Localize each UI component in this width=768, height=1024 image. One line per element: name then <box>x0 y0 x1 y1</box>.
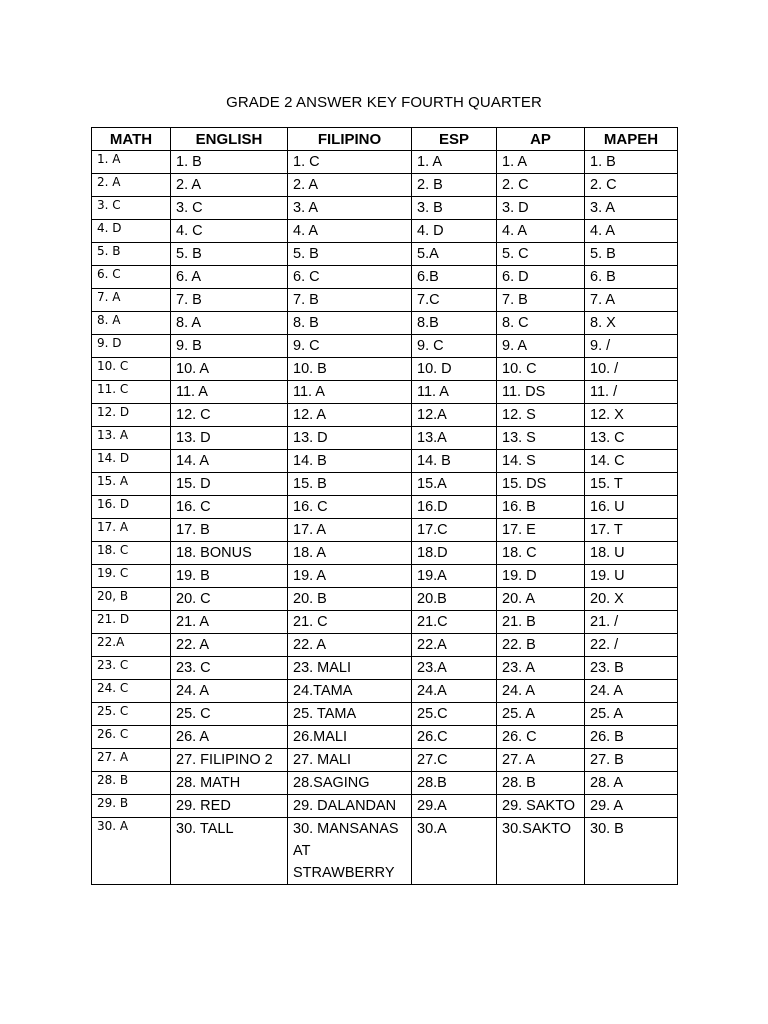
answer-cell-esp: 1. A <box>412 151 497 174</box>
table-row <box>92 381 678 404</box>
table-row <box>92 289 678 312</box>
header-filipino: FILIPINO <box>288 128 412 151</box>
table-row <box>92 473 678 496</box>
table-row <box>92 450 678 473</box>
answer-cell-ap: 24. A <box>497 680 585 703</box>
answer-cell-esp: 2. B <box>412 174 497 197</box>
answer-cell-esp: 16.D <box>412 496 497 519</box>
table-row <box>92 404 678 427</box>
answer-cell-math: 18. C <box>92 542 171 565</box>
answer-cell-esp: 6.B <box>412 266 497 289</box>
answer-cell-ap: 26. C <box>497 726 585 749</box>
answer-cell-esp: 22.A <box>412 634 497 657</box>
answer-cell-math: 14. D <box>92 450 171 473</box>
answer-cell-math: 30. A <box>92 818 171 885</box>
header-mapeh: MAPEH <box>585 128 678 151</box>
table-row <box>92 358 678 381</box>
answer-cell-mapeh: 17. T <box>585 519 678 542</box>
table-row <box>92 588 678 611</box>
answer-cell-english: 19. B <box>171 565 288 588</box>
answer-cell-math: 29. B <box>92 795 171 818</box>
answer-cell-english: 8. A <box>171 312 288 335</box>
answer-cell-mapeh: 19. U <box>585 565 678 588</box>
answer-cell-filipino: 3. A <box>288 197 412 220</box>
answer-cell-english: 4. C <box>171 220 288 243</box>
answer-cell-filipino: 12. A <box>288 404 412 427</box>
answer-cell-mapeh: 3. A <box>585 197 678 220</box>
table-row <box>92 703 678 726</box>
answer-cell-ap: 6. D <box>497 266 585 289</box>
answer-cell-math: 9. D <box>92 335 171 358</box>
answer-cell-esp: 23.A <box>412 657 497 680</box>
answer-cell-ap: 11. DS <box>497 381 585 404</box>
answer-cell-filipino: 17. A <box>288 519 412 542</box>
answer-cell-esp: 21.C <box>412 611 497 634</box>
answer-cell-esp: 5.A <box>412 243 497 266</box>
answer-cell-math: 1. A <box>92 151 171 174</box>
answer-cell-ap: 7. B <box>497 289 585 312</box>
table-row <box>92 243 678 266</box>
answer-cell-math: 13. A <box>92 427 171 450</box>
answer-cell-filipino: 9. C <box>288 335 412 358</box>
answer-cell-english: 16. C <box>171 496 288 519</box>
answer-cell-filipino: 11. A <box>288 381 412 404</box>
answer-cell-ap: 19. D <box>497 565 585 588</box>
answer-cell-esp: 18.D <box>412 542 497 565</box>
table-row <box>92 634 678 657</box>
answer-cell-ap: 20. A <box>497 588 585 611</box>
answer-cell-ap: 3. D <box>497 197 585 220</box>
answer-cell-ap: 8. C <box>497 312 585 335</box>
answer-cell-english: 7. B <box>171 289 288 312</box>
answer-cell-filipino: 30. MANSANAS AT STRAWBERRY <box>288 818 412 885</box>
answer-cell-filipino: 1. C <box>288 151 412 174</box>
answer-cell-ap: 22. B <box>497 634 585 657</box>
answer-cell-english: 1. B <box>171 151 288 174</box>
answer-cell-esp: 27.C <box>412 749 497 772</box>
table-row <box>92 496 678 519</box>
answer-cell-mapeh: 24. A <box>585 680 678 703</box>
answer-cell-mapeh: 15. T <box>585 473 678 496</box>
answer-cell-ap: 12. S <box>497 404 585 427</box>
answer-cell-ap: 9. A <box>497 335 585 358</box>
answer-cell-filipino: 22. A <box>288 634 412 657</box>
table-row <box>92 519 678 542</box>
answer-cell-ap: 2. C <box>497 174 585 197</box>
answer-cell-filipino: 15. B <box>288 473 412 496</box>
answer-cell-filipino: 18. A <box>288 542 412 565</box>
answer-cell-mapeh: 2. C <box>585 174 678 197</box>
answer-cell-ap: 23. A <box>497 657 585 680</box>
answer-cell-filipino: 29. DALANDAN <box>288 795 412 818</box>
answer-cell-esp: 7.C <box>412 289 497 312</box>
answer-cell-english: 30. TALL <box>171 818 288 885</box>
answer-cell-ap: 28. B <box>497 772 585 795</box>
answer-cell-filipino: 26.MALI <box>288 726 412 749</box>
answer-cell-filipino: 21. C <box>288 611 412 634</box>
table-row <box>92 565 678 588</box>
answer-cell-math: 24. C <box>92 680 171 703</box>
answer-cell-english: 25. C <box>171 703 288 726</box>
table-row <box>92 266 678 289</box>
table-row <box>92 611 678 634</box>
answer-cell-filipino: 25. TAMA <box>288 703 412 726</box>
answer-cell-ap: 21. B <box>497 611 585 634</box>
answer-cell-esp: 15.A <box>412 473 497 496</box>
table-row <box>92 749 678 772</box>
answer-cell-esp: 19.A <box>412 565 497 588</box>
answer-cell-filipino: 7. B <box>288 289 412 312</box>
answer-cell-english: 13. D <box>171 427 288 450</box>
answer-cell-mapeh: 28. A <box>585 772 678 795</box>
table-row <box>92 220 678 243</box>
answer-cell-math: 17. A <box>92 519 171 542</box>
answer-cell-filipino: 10. B <box>288 358 412 381</box>
answer-cell-esp: 26.C <box>412 726 497 749</box>
answer-cell-english: 21. A <box>171 611 288 634</box>
header-esp: ESP <box>412 128 497 151</box>
answer-cell-mapeh: 18. U <box>585 542 678 565</box>
answer-cell-math: 25. C <box>92 703 171 726</box>
answer-key-table <box>91 127 678 885</box>
answer-cell-mapeh: 14. C <box>585 450 678 473</box>
answer-cell-ap: 29. SAKTO <box>497 795 585 818</box>
answer-cell-mapeh: 21. / <box>585 611 678 634</box>
answer-cell-math: 22.A <box>92 634 171 657</box>
answer-cell-english: 6. A <box>171 266 288 289</box>
answer-cell-esp: 10. D <box>412 358 497 381</box>
answer-cell-esp: 25.C <box>412 703 497 726</box>
answer-cell-ap: 15. DS <box>497 473 585 496</box>
answer-cell-esp: 8.B <box>412 312 497 335</box>
table-row <box>92 312 678 335</box>
answer-cell-filipino: 16. C <box>288 496 412 519</box>
answer-cell-math: 12. D <box>92 404 171 427</box>
answer-cell-english: 11. A <box>171 381 288 404</box>
answer-cell-esp: 9. C <box>412 335 497 358</box>
table-row <box>92 795 678 818</box>
answer-cell-ap: 13. S <box>497 427 585 450</box>
answer-cell-math: 15. A <box>92 473 171 496</box>
table-row <box>92 542 678 565</box>
answer-cell-esp: 29.A <box>412 795 497 818</box>
answer-cell-esp: 13.A <box>412 427 497 450</box>
header-english: ENGLISH <box>171 128 288 151</box>
answer-cell-esp: 17.C <box>412 519 497 542</box>
answer-cell-esp: 14. B <box>412 450 497 473</box>
answer-cell-english: 24. A <box>171 680 288 703</box>
answer-cell-mapeh: 12. X <box>585 404 678 427</box>
answer-cell-english: 15. D <box>171 473 288 496</box>
table-row <box>92 680 678 703</box>
page-title: GRADE 2 ANSWER KEY FOURTH QUARTER <box>226 94 542 111</box>
answer-cell-mapeh: 23. B <box>585 657 678 680</box>
table-row <box>92 197 678 220</box>
answer-cell-filipino: 24.TAMA <box>288 680 412 703</box>
answer-cell-math: 27. A <box>92 749 171 772</box>
answer-cell-english: 26. A <box>171 726 288 749</box>
answer-cell-ap: 10. C <box>497 358 585 381</box>
answer-cell-esp: 28.B <box>412 772 497 795</box>
answer-cell-mapeh: 5. B <box>585 243 678 266</box>
answer-cell-esp: 20.B <box>412 588 497 611</box>
answer-cell-esp: 11. A <box>412 381 497 404</box>
answer-cell-mapeh: 27. B <box>585 749 678 772</box>
answer-cell-mapeh: 8. X <box>585 312 678 335</box>
answer-cell-mapeh: 30. B <box>585 818 678 885</box>
answer-cell-mapeh: 20. X <box>585 588 678 611</box>
answer-cell-mapeh: 16. U <box>585 496 678 519</box>
answer-cell-english: 12. C <box>171 404 288 427</box>
answer-cell-filipino: 2. A <box>288 174 412 197</box>
answer-cell-mapeh: 4. A <box>585 220 678 243</box>
answer-cell-math: 2. A <box>92 174 171 197</box>
answer-cell-math: 21. D <box>92 611 171 634</box>
answer-cell-ap: 5. C <box>497 243 585 266</box>
table-row <box>92 151 678 174</box>
answer-cell-ap: 1. A <box>497 151 585 174</box>
answer-cell-mapeh: 29. A <box>585 795 678 818</box>
answer-cell-filipino: 13. D <box>288 427 412 450</box>
answer-cell-mapeh: 9. / <box>585 335 678 358</box>
answer-cell-ap: 25. A <box>497 703 585 726</box>
table-row <box>92 174 678 197</box>
answer-cell-mapeh: 10. / <box>585 358 678 381</box>
answer-cell-filipino: 27. MALI <box>288 749 412 772</box>
answer-cell-english: 20. C <box>171 588 288 611</box>
answer-cell-filipino: 28.SAGING <box>288 772 412 795</box>
table-row <box>92 726 678 749</box>
header-math: MATH <box>92 128 171 151</box>
table-row <box>92 335 678 358</box>
answer-cell-english: 9. B <box>171 335 288 358</box>
answer-cell-english: 17. B <box>171 519 288 542</box>
answer-cell-math: 28. B <box>92 772 171 795</box>
table-row <box>92 818 678 885</box>
answer-cell-math: 6. C <box>92 266 171 289</box>
answer-cell-english: 29. RED <box>171 795 288 818</box>
answer-cell-esp: 30.A <box>412 818 497 885</box>
answer-cell-filipino: 19. A <box>288 565 412 588</box>
answer-cell-mapeh: 13. C <box>585 427 678 450</box>
answer-cell-english: 18. BONUS <box>171 542 288 565</box>
answer-cell-math: 16. D <box>92 496 171 519</box>
answer-cell-mapeh: 6. B <box>585 266 678 289</box>
answer-cell-math: 20, B <box>92 588 171 611</box>
answer-cell-esp: 3. B <box>412 197 497 220</box>
answer-cell-math: 19. C <box>92 565 171 588</box>
answer-cell-english: 28. MATH <box>171 772 288 795</box>
answer-rows <box>92 151 678 885</box>
answer-cell-math: 23. C <box>92 657 171 680</box>
answer-cell-mapeh: 1. B <box>585 151 678 174</box>
answer-cell-math: 3. C <box>92 197 171 220</box>
answer-cell-mapeh: 25. A <box>585 703 678 726</box>
answer-cell-esp: 12.A <box>412 404 497 427</box>
answer-cell-ap: 16. B <box>497 496 585 519</box>
answer-cell-english: 22. A <box>171 634 288 657</box>
answer-cell-mapeh: 22. / <box>585 634 678 657</box>
answer-cell-esp: 24.A <box>412 680 497 703</box>
answer-cell-mapeh: 26. B <box>585 726 678 749</box>
answer-cell-filipino: 6. C <box>288 266 412 289</box>
table-row <box>92 657 678 680</box>
answer-cell-ap: 30.SAKTO <box>497 818 585 885</box>
table-row <box>92 772 678 795</box>
answer-cell-ap: 17. E <box>497 519 585 542</box>
answer-cell-filipino: 4. A <box>288 220 412 243</box>
answer-cell-math: 8. A <box>92 312 171 335</box>
header-row <box>92 128 678 151</box>
answer-cell-ap: 27. A <box>497 749 585 772</box>
answer-cell-filipino: 8. B <box>288 312 412 335</box>
answer-cell-math: 7. A <box>92 289 171 312</box>
answer-cell-math: 4. D <box>92 220 171 243</box>
answer-cell-math: 10. C <box>92 358 171 381</box>
header-ap: AP <box>497 128 585 151</box>
answer-cell-ap: 4. A <box>497 220 585 243</box>
answer-cell-english: 27. FILIPINO 2 <box>171 749 288 772</box>
answer-cell-english: 5. B <box>171 243 288 266</box>
answer-cell-math: 11. C <box>92 381 171 404</box>
answer-cell-math: 26. C <box>92 726 171 749</box>
answer-cell-english: 14. A <box>171 450 288 473</box>
answer-cell-ap: 18. C <box>497 542 585 565</box>
table-row <box>92 427 678 450</box>
answer-cell-esp: 4. D <box>412 220 497 243</box>
answer-cell-filipino: 5. B <box>288 243 412 266</box>
answer-cell-mapeh: 11. / <box>585 381 678 404</box>
answer-cell-mapeh: 7. A <box>585 289 678 312</box>
answer-cell-ap: 14. S <box>497 450 585 473</box>
answer-cell-filipino: 20. B <box>288 588 412 611</box>
answer-cell-filipino: 14. B <box>288 450 412 473</box>
answer-cell-english: 10. A <box>171 358 288 381</box>
answer-cell-filipino: 23. MALI <box>288 657 412 680</box>
answer-cell-math: 5. B <box>92 243 171 266</box>
answer-cell-english: 23. C <box>171 657 288 680</box>
answer-cell-english: 3. C <box>171 197 288 220</box>
answer-cell-english: 2. A <box>171 174 288 197</box>
